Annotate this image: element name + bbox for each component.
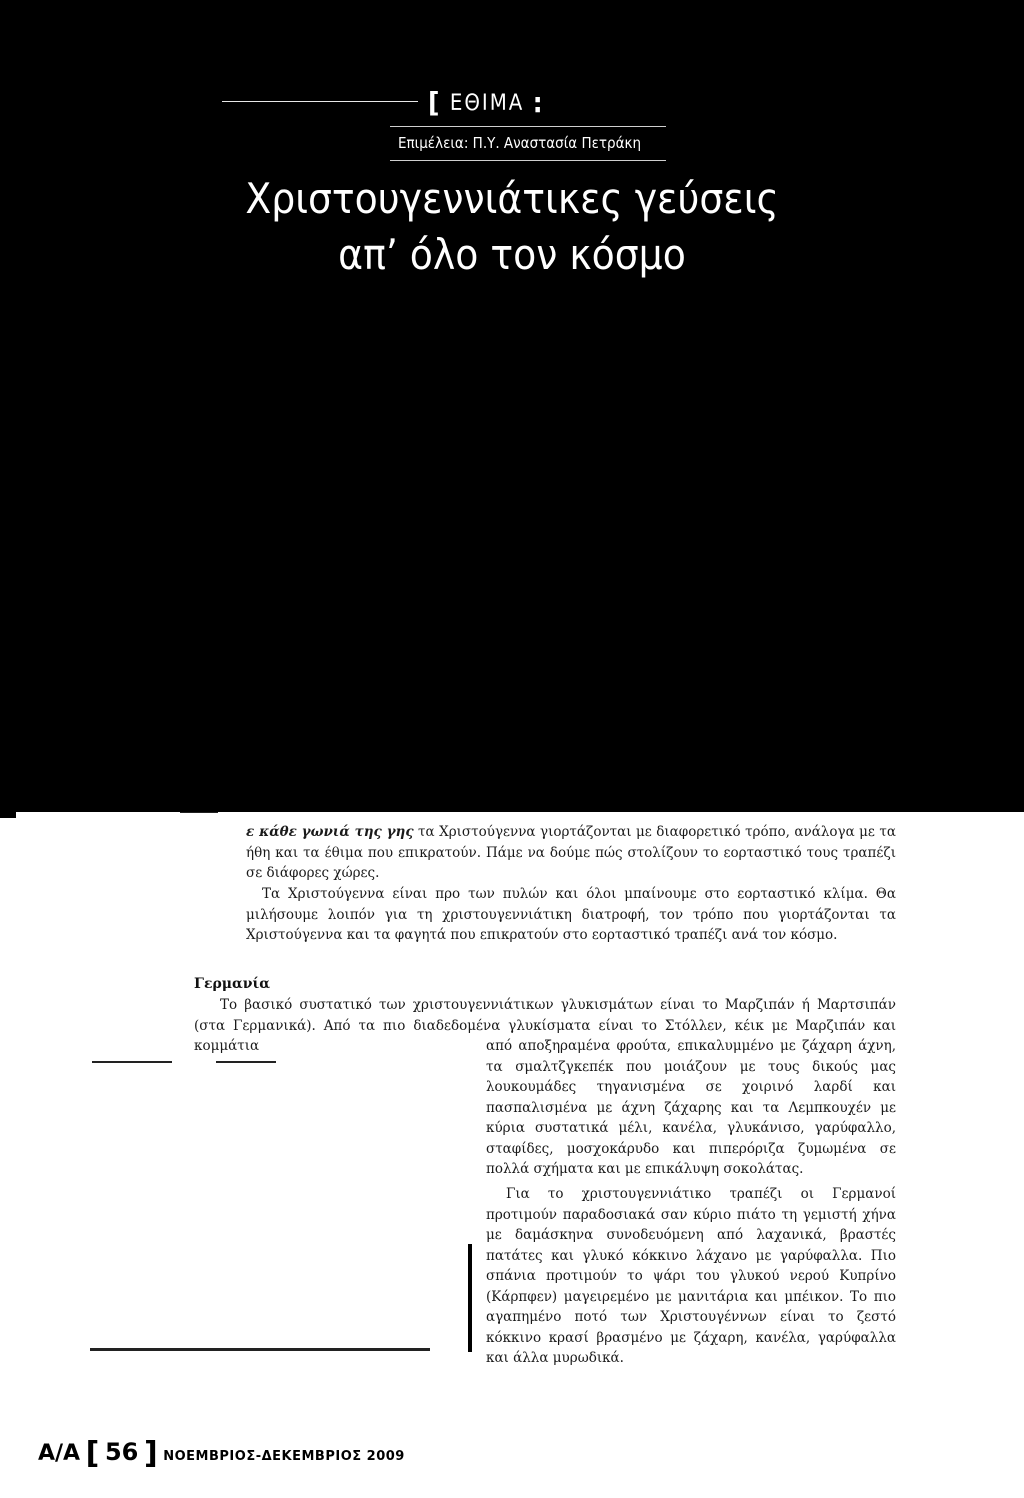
margin-bar bbox=[468, 1244, 472, 1352]
intro-text-1: τα Χριστούγεννα γιορτάζονται με διαφορετικό τρόπο, ανάλογα με τα ήθη και τα έθιμα που επικρατούν. Πάμε να δούμε πώς στολίζουν το εορταστικό τους τραπέζι σε διάφορες χώρες. bbox=[246, 824, 896, 881]
intro-lead: ε κάθε γωνιά της γης bbox=[246, 824, 414, 840]
heading-germany: Γερμανία bbox=[194, 976, 271, 992]
page-footer bbox=[38, 1436, 405, 1471]
bottom-rule bbox=[90, 1348, 430, 1351]
headline-line-1: Χριστουγεννιάτικες γεύσεις bbox=[245, 174, 779, 223]
germany-paragraph-1-narrow: από αποξηραμένα φρούτα, επικαλυμμένο με ζάχαρη άχνη, τα σμαλτζγκεπέκ που μοιάζουν με τους δικούς μας λουκουμάδες τηγανισμένα σε χοιρινό λαρδί και πασπαλισμένα με άχνη ζάχαρης και τα Λεμπκουχέν με κύρια συστατικά μέλι, κανέλα, γλυκάνισο, γαρύφαλλο, σταφίδες, μοσχοκάρυδο και πιπερόριζα ζυμωμένα σε πολλά σχήματα και με επικάλυψη σοκολάτας. bbox=[486, 1038, 896, 1177]
headline-line-2: απ’ όλο τον κόσμο bbox=[338, 230, 686, 279]
decorative-rule-2 bbox=[216, 1061, 276, 1063]
decorative-rule-1 bbox=[92, 1061, 172, 1063]
germany-paragraph-2: Για το χριστουγεννιάτικο τραπέζι οι Γερμανοί προτιμούν παραδοσιακά σαν κύριο πιάτο τη γεμιστή χήνα με δαμάσκηνα συνοδευόμενη από λαχανικά, βραστές πατάτες και γλυκό κόκκινο λάχανο με γαρύφαλλα. Πιο σπάνια προτιμούν το ψάρι του γλυκού νερού Κυπρίνο (Κάρπφεν) μαγειρεμένο με μανιτάρια και μπέικον. Το πιο αγαπημένο ποτό των Χριστουγέννων είναι το ζεστό κόκκινο κρασί βρασμένο με ζάχαρη, κανέλα, γαρύφαλλα και άλλα μυρωδικά. bbox=[486, 1186, 896, 1366]
section-tag bbox=[428, 86, 545, 119]
header-rule-left bbox=[222, 101, 418, 102]
intro-rule bbox=[180, 812, 218, 813]
footer-magazine: Α/Α bbox=[38, 1441, 81, 1466]
germany-paragraph-1-wide: Το βασικό συστατικό των χριστουγεννιάτικων γλυκισμάτων είναι το Μαρζιπάν ή Μαρτσιπάν (στα Γερμανικά). Από τα πιο διαδεδομένα γλυκίσματα είναι το Στόλλεν, κέικ με Μαρζιπάν και κομμάτια bbox=[194, 997, 896, 1054]
section-label: ΕΘΙΜΑ bbox=[449, 91, 525, 116]
header-rule-bottom bbox=[390, 160, 666, 161]
editor-credit: Επιμέλεια: Π.Υ. Αναστασία Πετράκη bbox=[398, 134, 641, 152]
page-number: 56 bbox=[104, 1438, 139, 1466]
footer-bracket-close: ] bbox=[143, 1436, 158, 1471]
section-bracket: [ bbox=[428, 86, 442, 119]
footer-bracket-open: [ bbox=[85, 1436, 100, 1471]
section-mark: : bbox=[532, 86, 545, 119]
header-rule-mid bbox=[390, 126, 666, 127]
intro-paragraph-1 bbox=[246, 822, 896, 884]
footer-issue: ΝΟΕΜΒΡΙΟΣ-ΔΕΚΕΜΒΡΙΟΣ 2009 bbox=[163, 1449, 405, 1464]
intro-paragraph-2: Τα Χριστούγεννα είναι προ των πυλών και όλοι μπαίνουμε στο εορταστικό κλίμα. Θα μιλήσουμε λοιπόν για τη χριστουγεννιάτικη διατροφή, τον τρόπο που γιορτάζονται τα Χριστούγεννα και τα φαγητά που επικρατούν στο εορταστικό τραπέζι ανά τον κόσμο. bbox=[246, 886, 896, 943]
